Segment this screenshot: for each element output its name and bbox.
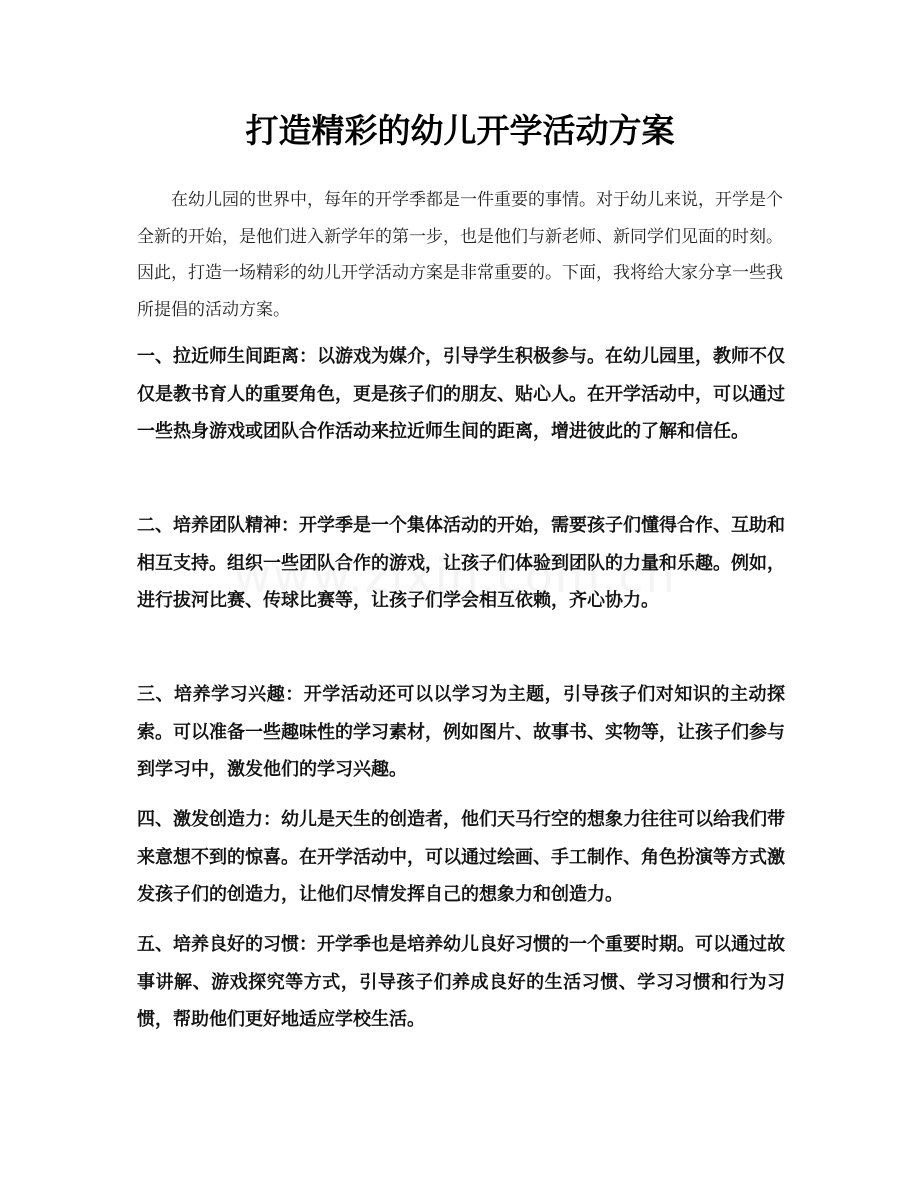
intro-paragraph: 在幼儿园的世界中，每年的开学季都是一件重要的事情。对于幼儿来说，开学是个全新的开始，是他们进入新学年的第一步，也是他们与新老师、新同学们见面的时刻。因此，打造一场精彩的幼儿开学活动方案是非常重要的。下面，我将给大家分享一些我所提倡的活动方案。 — [137, 190, 783, 320]
section-paragraph-2: 二、培养团队精神：开学季是一个集体活动的开始，需要孩子们懂得合作、互助和相互支持。组织一些团队合作的游戏，让孩子们体验到团队的力量和乐趣。例如，进行拔河比赛、传球比赛等，让孩子们学会相互依赖，齐心协力。 — [137, 515, 785, 611]
section-paragraph-1: 一、拉近师生间距离：以游戏为媒介，引导学生积极参与。在幼儿园里，教师不仅仅是教书育人的重要角色，更是孩子们的朋友、贴心人。在开学活动中，可以通过一些热身游戏或团队合作活动来拉近师生间的距离，增进彼此的了解和信任。 — [137, 346, 785, 442]
section-paragraph-4: 四、激发创造力：幼儿是天生的创造者，他们天马行空的想象力往往可以给我们带来意想不到的惊喜。在开学活动中，可以通过绘画、手工制作、角色扮演等方式激发孩子们的创造力，让他们尽情发挥自己的想象力和创造力。 — [137, 809, 785, 905]
section-paragraph-5: 五、培养良好的习惯：开学季也是培养幼儿良好习惯的一个重要时期。可以通过故事讲解、游戏探究等方式，引导孩子们养成良好的生活习惯、学习习惯和行为习惯，帮助他们更好地适应学校生活。 — [137, 934, 785, 1030]
section-paragraph-3: 三、培养学习兴趣：开学活动还可以以学习为主题，引导孩子们对知识的主动探索。可以准备一些趣味性的学习素材，例如图片、故事书、实物等，让孩子们参与到学习中，激发他们的学习兴趣。 — [137, 684, 785, 780]
document-title: 打造精彩的幼儿开学活动方案 — [245, 111, 675, 150]
